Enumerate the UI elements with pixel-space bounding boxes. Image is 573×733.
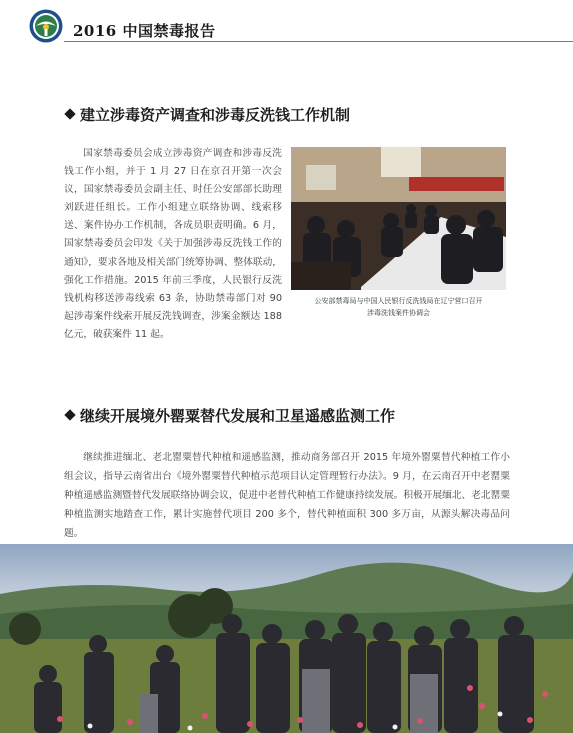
national-narcotics-control-emblem-icon: [29, 9, 63, 43]
diamond-bullet-icon: [64, 409, 75, 420]
section-heading-anti-money-laundering: [66, 106, 350, 124]
section-2-paragraph: [64, 448, 510, 543]
meeting-photo-caption: [291, 295, 506, 319]
section-heading-text: 建立涉毒资产调查和涉毒反洗钱工作机制: [80, 106, 351, 124]
section-heading-poppy-substitution: [66, 407, 395, 425]
caption-line-2: 涉毒洗钱案件协调会: [367, 309, 430, 317]
report-title: 2016 中国禁毒报告: [73, 22, 216, 40]
poppy-field-illustration: [0, 544, 573, 733]
section-1-paragraph-text: 国家禁毒委员会成立涉毒资产调查和涉毒反洗钱工作小组，并于 1 月 27 日在京召开第一次会议，国家禁毒委员会副主任、时任公安部部长助理刘跃进任组长。工作小组建立联络协调、线索移送、案件协办工作机制，各成员职责明确。6 月，国家禁毒委员会印发《关于加强涉毒反洗钱工作的通知》，要求各地及相关部门统筹协调、整体联动，强化工作措施。2015 年前三季度，人民银行反洗钱机构移送涉毒线索 63 条，协助禁毒部门对 90 起涉毒案件线索开展反洗钱调查，涉案金额达 188 亿元，破获案件 11 起。: [64, 148, 282, 340]
section-1-paragraph: [64, 145, 282, 344]
header-rule: [64, 41, 573, 42]
diamond-bullet-icon: [64, 108, 75, 119]
meeting-photo-illustration: [291, 147, 506, 290]
section-2-paragraph-text: 继续推进缅北、老北罂粟替代种植和遥感监测，推动商务部召开 2015 年境外罂粟替代种植工作小组会议，指导云南省出台《境外罂粟替代种植示范项目认定管理暂行办法》。9 月，在云南召开中老罂粟种植遥感监测暨替代发展联络协调会议，促进中老替代种植工作健康持续发展。积极开展缅北、老北罂粟种植监测实地踏查工作，累计实施替代项目 200 多个，替代种植面积 300 多万亩，从源头解决毒品问题。: [64, 452, 510, 539]
poppy-field-team-photo: [0, 544, 573, 733]
meeting-photo: [291, 147, 506, 290]
caption-line-1: 公安部禁毒局与中国人民银行反洗钱局在辽宁营口召开: [314, 297, 483, 305]
section-heading-text: 继续开展境外罂粟替代发展和卫星遥感监测工作: [80, 407, 396, 425]
page-header: [0, 0, 573, 44]
